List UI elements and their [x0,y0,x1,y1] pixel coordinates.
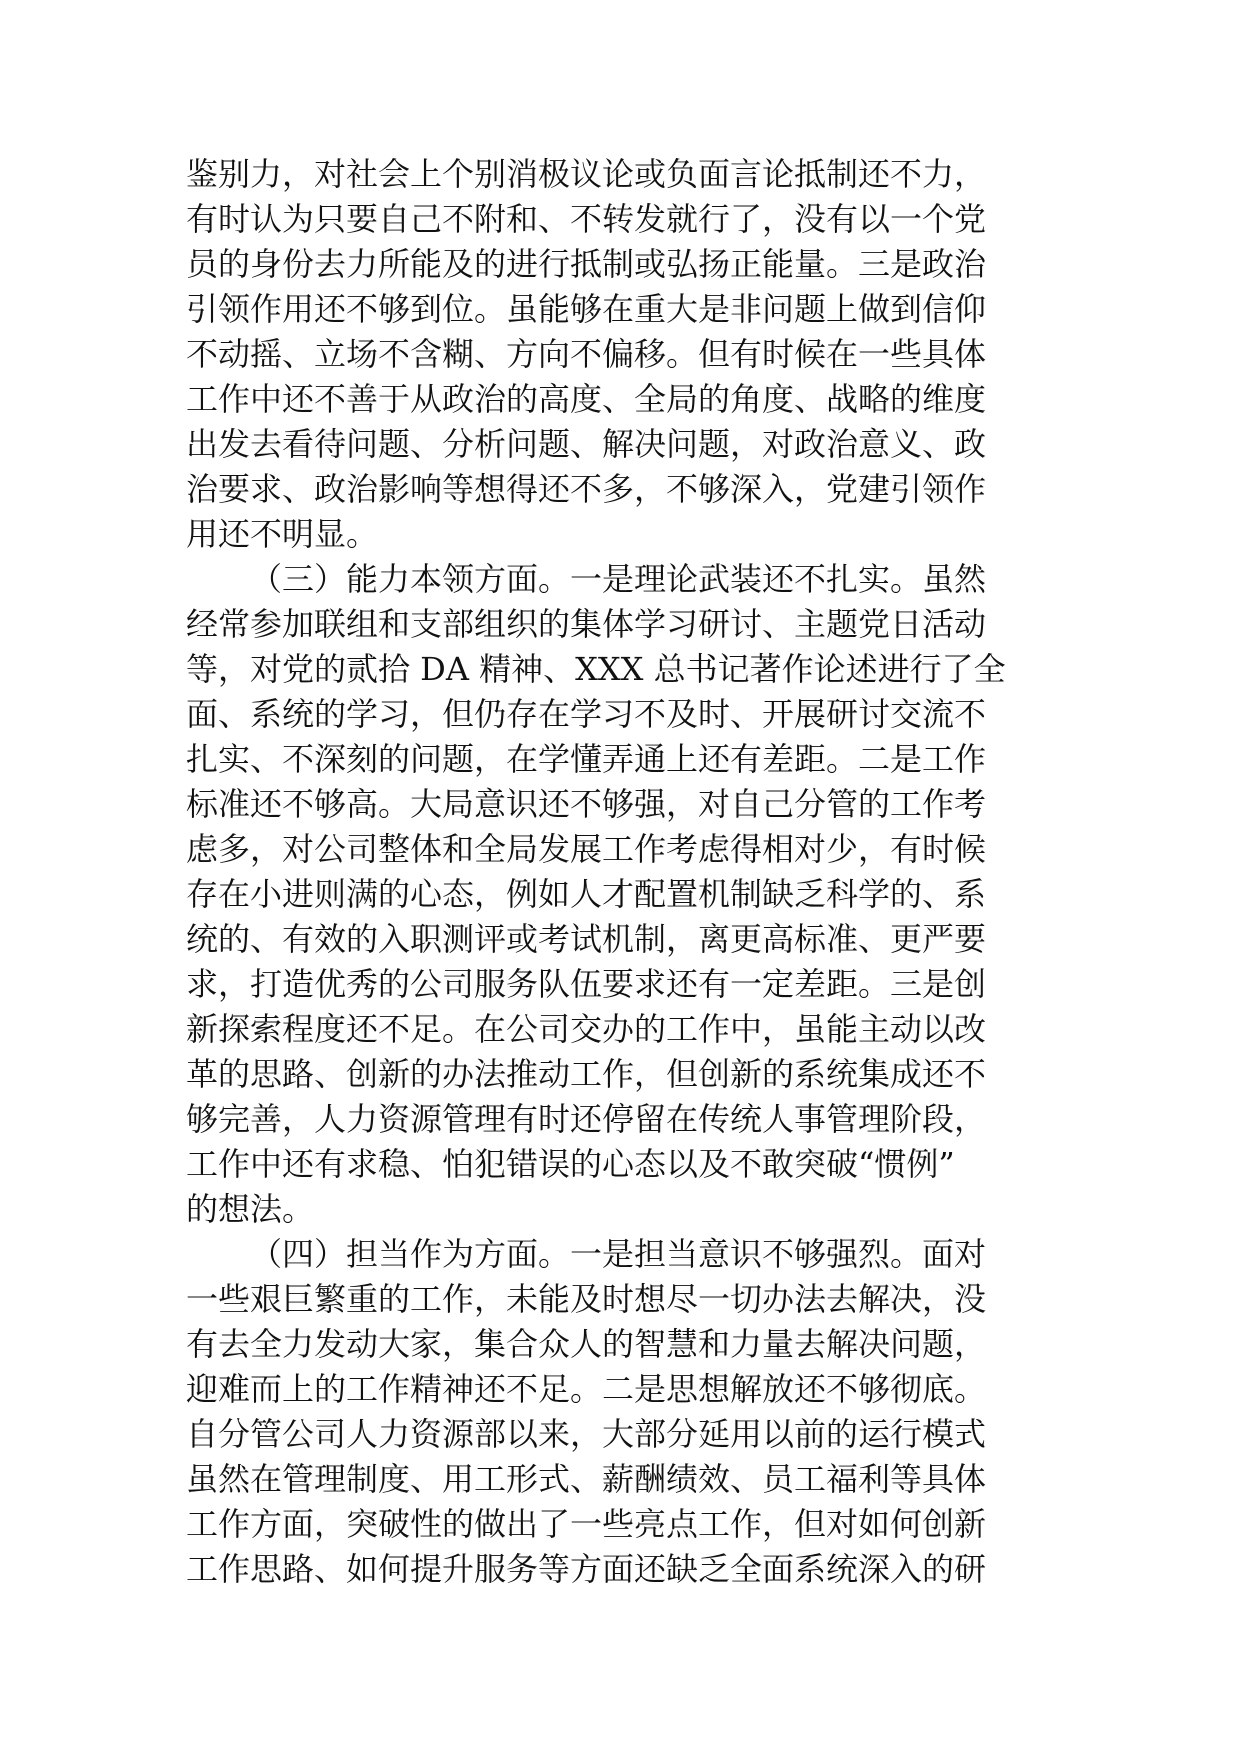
text-line: 求，打造优秀的公司服务队伍要求还有一定差距。三是创 [186,965,987,1003]
text-line: 标准还不够高。大局意识还不够强，对自己分管的工作考 [186,785,987,823]
text-line: 工作中还有求稳、怕犯错误的心态以及不敢突破“惯例” [186,1145,955,1183]
text-line: 等，对党的贰拾 DA 精神、XXX 总书记著作论述进行了全 [186,650,1006,688]
text-line: 一些艰巨繁重的工作，未能及时想尽一切办法去解决，没 [186,1280,987,1318]
text-line: 存在小进则满的心态，例如人才配置机制缺乏科学的、系 [186,875,987,913]
text-line: （四）担当作为方面。一是担当意识不够强烈。面对 [250,1235,987,1273]
text-line: 工作中还不善于从政治的高度、全局的角度、战略的维度 [186,380,987,418]
text-line: 经常参加联组和支部组织的集体学习研讨、主题党日活动 [186,605,987,643]
text-line: 用还不明显。 [186,515,379,553]
text-line: 够完善，人力资源管理有时还停留在传统人事管理阶段， [186,1100,987,1138]
text-line: 迎难而上的工作精神还不足。二是思想解放还不够彻底。 [186,1370,987,1408]
text-line: 虽然在管理制度、用工形式、薪酬绩效、员工福利等具体 [186,1460,987,1498]
text-line: 革的思路、创新的办法推动工作，但创新的系统集成还不 [186,1055,987,1093]
text-line: 虑多，对公司整体和全局发展工作考虑得相对少，有时候 [186,830,987,868]
text-line: 新探索程度还不足。在公司交办的工作中，虽能主动以改 [186,1010,987,1048]
text-line: 有去全力发动大家，集合众人的智慧和力量去解决问题， [186,1325,987,1363]
text-line: 扎实、不深刻的问题，在学懂弄通上还有差距。二是工作 [186,740,987,778]
text-line: 工作方面，突破性的做出了一些亮点工作，但对如何创新 [186,1505,987,1543]
text-line: 统的、有效的入职测评或考试机制，离更高标准、更严要 [186,920,987,958]
text-line: 出发去看待问题、分析问题、解决问题，对政治意义、政 [186,425,987,463]
text-line: 引领作用还不够到位。虽能够在重大是非问题上做到信仰 [186,290,987,328]
text-line: 自分管公司人力资源部以来，大部分延用以前的运行模式 [186,1415,987,1453]
document-body [186,152,1062,1592]
paragraph-responsibility-action [186,1232,1062,1592]
paragraph-ability-skills [186,557,1062,1232]
text-line: （三）能力本领方面。一是理论武装还不扎实。虽然 [250,560,987,598]
text-line: 鉴别力，对社会上个别消极议论或负面言论抵制还不力， [186,155,987,193]
text-line: 有时认为只要自己不附和、不转发就行了，没有以一个党 [186,200,987,238]
text-line: 员的身份去力所能及的进行抵制或弘扬正能量。三是政治 [186,245,987,283]
paragraph-political-guidance [186,152,1062,557]
text-line: 的想法。 [186,1190,315,1228]
text-line: 面、系统的学习，但仍存在学习不及时、开展研讨交流不 [186,695,987,733]
text-line: 不动摇、立场不含糊、方向不偏移。但有时候在一些具体 [186,335,987,373]
text-line: 工作思路、如何提升服务等方面还缺乏全面系统深入的研 [186,1550,987,1588]
text-line: 治要求、政治影响等想得还不多，不够深入，党建引领作 [186,470,987,508]
